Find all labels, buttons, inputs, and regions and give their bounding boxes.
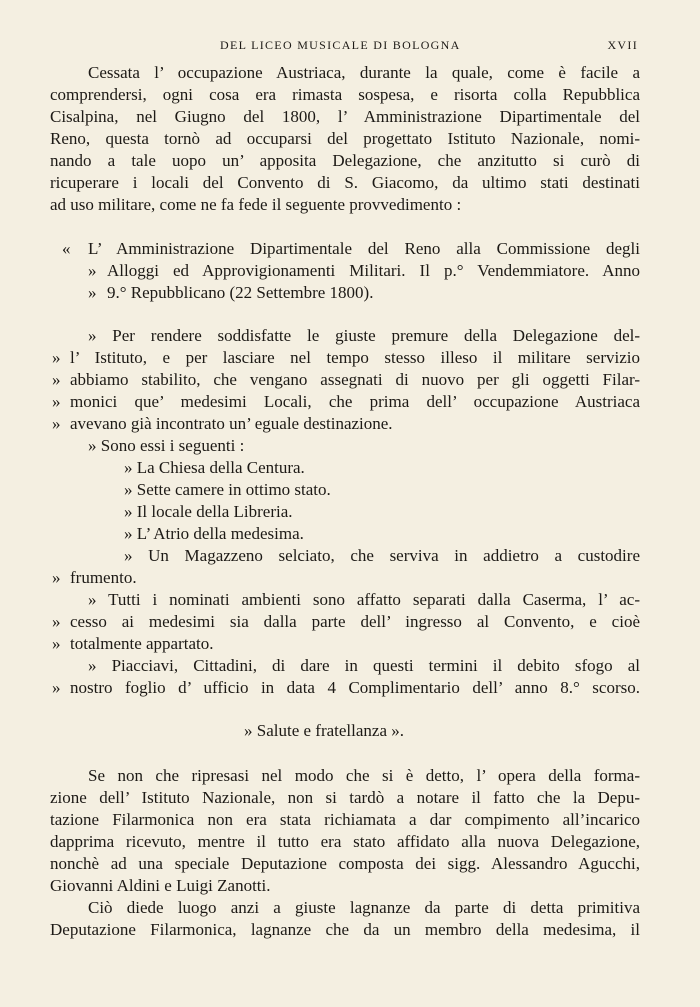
quote-text: Alloggi ed Approvigionamenti Militari. Il p.° Vendemmiatore. Anno bbox=[107, 261, 640, 280]
text-line: comprendersi, ogni cosa era rimasta sospesa, e risorta colla Repubblica bbox=[50, 85, 640, 104]
quote-mark: » bbox=[52, 568, 61, 587]
quote-mark: » bbox=[52, 370, 61, 389]
quote-text: » Sono essi i seguenti : bbox=[88, 436, 245, 455]
quote-text: monici que’ medesimi Locali, che prima dell’ occupazione Austriaca bbox=[70, 392, 640, 411]
running-title: DEL LICEO MUSICALE DI BOLOGNA bbox=[220, 38, 461, 52]
text-line: Cessata l’ occupazione Austriaca, durante la quale, come è facile a bbox=[88, 63, 640, 82]
closing-salutation: » Salute e fratellanza ». bbox=[244, 721, 405, 740]
text-line: ad uso militare, come ne fa fede il seguente provvedimento : bbox=[50, 195, 462, 214]
quote-text: abbiamo stabilito, che vengano assegnati di nuovo per gli oggetti Filar- bbox=[70, 370, 640, 389]
quote-text: » Piacciavi, Cittadini, di dare in questi termini il debito sfogo al bbox=[88, 656, 640, 675]
text-line: Giovanni Aldini e Luigi Zanotti. bbox=[50, 876, 271, 895]
quote-mark: » bbox=[52, 612, 61, 631]
quote-text: L’ Amministrazione Dipartimentale del Reno alla Commissione degli bbox=[88, 239, 640, 258]
quote-mark: » bbox=[52, 392, 61, 411]
quote-text: totalmente appartato. bbox=[70, 634, 214, 653]
list-item: » L’ Atrio della medesima. bbox=[124, 524, 304, 543]
quote-mark: » bbox=[52, 678, 61, 697]
quote-text: » Per rendere soddisfatte le giuste premure della Delegazione del- bbox=[88, 326, 640, 345]
list-item: » La Chiesa della Centura. bbox=[124, 458, 305, 477]
text-line: zione dell’ Istituto Nazionale, non si tardò a notare il fatto che la Depu- bbox=[50, 788, 640, 807]
text-line: Se non che ripresasi nel modo che si è detto, l’ opera della forma- bbox=[88, 766, 640, 785]
text-line: Deputazione Filarmonica, lagnanze che da un membro della medesima, il bbox=[50, 920, 640, 939]
text-line: Reno, questa tornò ad occuparsi del progettato Istituto Nazionale, nomi- bbox=[50, 129, 640, 148]
quote-text: » Tutti i nominati ambienti sono affatto separati dalla Caserma, l’ ac- bbox=[88, 590, 640, 609]
quote-mark: « bbox=[62, 239, 71, 258]
quote-text: frumento. bbox=[70, 568, 137, 587]
list-item: » Il locale della Libreria. bbox=[124, 502, 293, 521]
quote-text: avevano già incontrato un’ eguale destinazione. bbox=[70, 414, 393, 433]
text-line: nando a tale uopo un’ apposita Delegazione, che anzitutto si curò di bbox=[50, 151, 640, 170]
quote-text: 9.° Repubblicano (22 Settembre 1800). bbox=[107, 283, 374, 302]
quote-mark: » bbox=[52, 634, 61, 653]
text-line: Ciò diede luogo anzi a giuste lagnanze da parte di detta primitiva bbox=[88, 898, 640, 917]
quote-text: cesso ai medesimi sia dalla parte dell’ ingresso al Convento, e cioè bbox=[70, 612, 640, 631]
text-line: nonchè ad una speciale Deputazione composta dei sigg. Alessandro Agucchi, bbox=[50, 854, 640, 873]
quote-mark: » bbox=[52, 414, 61, 433]
quote-mark: » bbox=[52, 348, 61, 367]
list-item: » Un Magazzeno selciato, che serviva in addietro a custodire bbox=[124, 546, 640, 565]
quote-mark: » bbox=[88, 283, 97, 302]
quote-mark: » bbox=[88, 261, 97, 280]
page-number: XVII bbox=[607, 38, 638, 52]
text-line: dapprima ricevuto, mentre il tutto era stato affidato alla nuova Delegazione, bbox=[50, 832, 640, 851]
running-header bbox=[0, 36, 700, 56]
text-line: Cisalpina, nel Giugno del 1800, l’ Amministrazione Dipartimentale del bbox=[50, 107, 640, 126]
text-line: ricuperare i locali del Convento di S. Giacomo, da ultimo stati destinati bbox=[50, 173, 640, 192]
text-line: tazione Filarmonica non era stata richiamata a dar compimento all’incarico bbox=[50, 810, 640, 829]
quote-text: l’ Istituto, e per lasciare nel tempo stesso illeso il militare servizio bbox=[70, 348, 640, 367]
list-item: » Sette camere in ottimo stato. bbox=[124, 480, 331, 499]
quote-text: nostro foglio d’ ufficio in data 4 Complimentario dell’ anno 8.° scorso. bbox=[70, 678, 640, 697]
